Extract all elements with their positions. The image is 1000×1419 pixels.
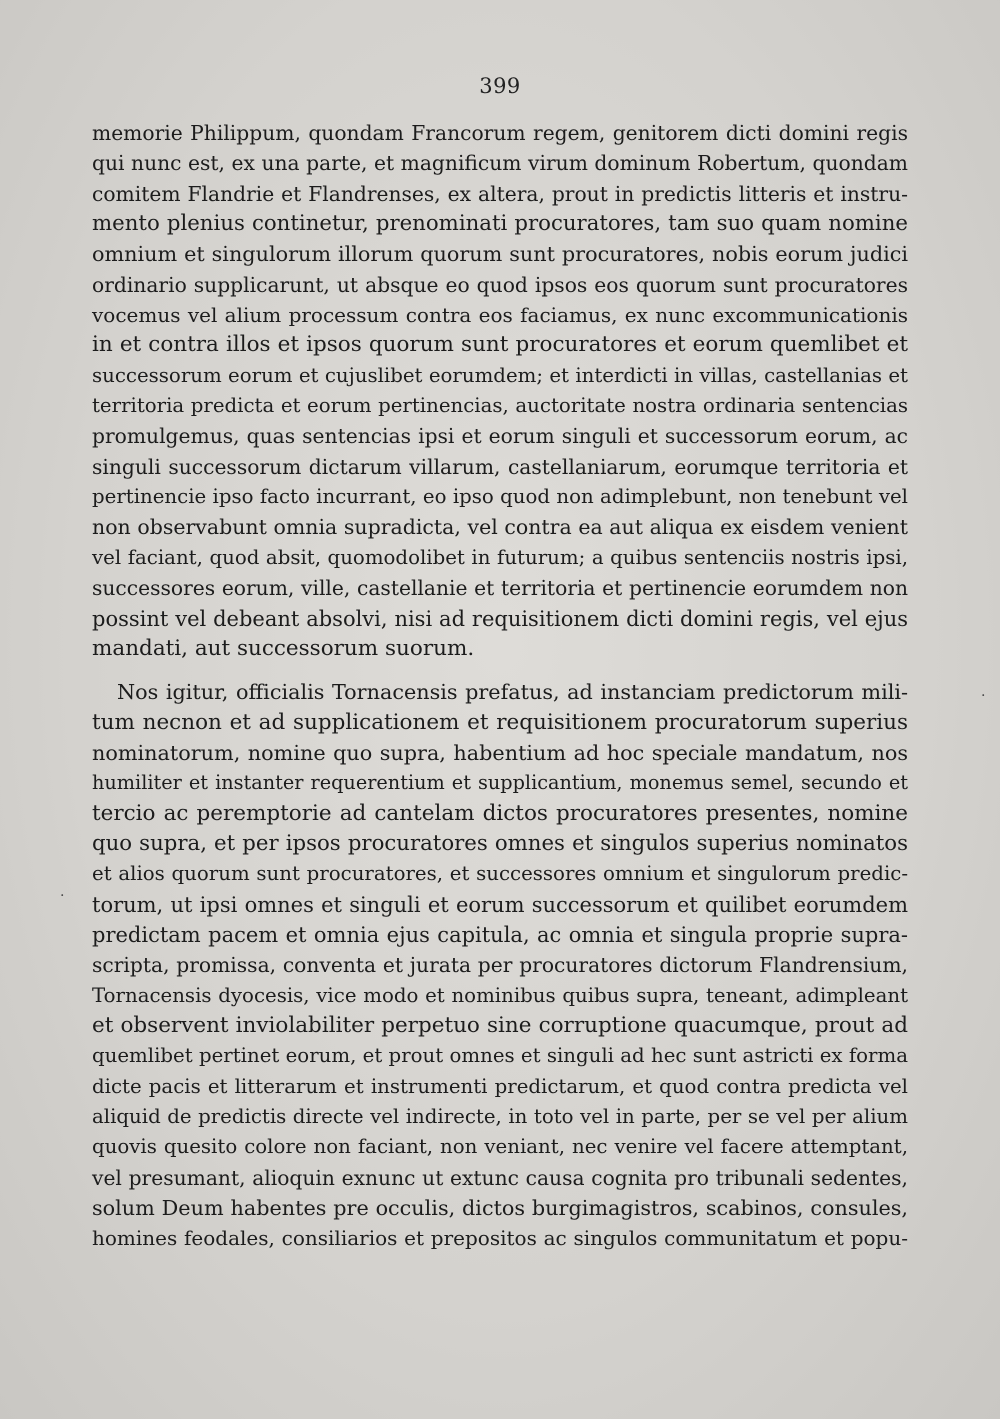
page-number: 399 [479,74,521,98]
text-line: nominatorum, nomine quo supra, habentium ad hoc speciale mandatum, nos [92,740,908,765]
text-line: quo supra, et per ipsos procuratores omnes et singulos superius nominatos [92,830,908,856]
paragraph-gap [92,664,908,677]
text-line: predictam pacem et omnia ejus capitula, ac omnia et singula proprie supra- [92,922,908,947]
text-line: homines feodales, consiliarios et prepositos ac singulos communitatum et popu- [92,1226,908,1251]
text-line: quovis quesito colore non faciant, non veniant, nec venire vel facere attemptant, [92,1135,908,1159]
print-speck: . [60,884,65,900]
text-line: tercio ac peremptorie ad cantelam dictos procuratores presentes, nomine [92,800,908,826]
text-line: comitem Flandrie et Flandrenses, ex altera, prout in predictis litteris et instru- [92,181,908,206]
text-line: successorum eorum et cujuslibet eorumdem; et interdicti in villas, castellanias et [92,363,908,387]
text-line: aliquid de predictis directe vel indirecte, in toto vel in parte, per se vel per alium [92,1105,908,1128]
text-line: quemlibet pertinet eorum, et prout omnes et singuli ad hec sunt astricti ex forma [92,1044,908,1068]
text-line: ordinario supplicarunt, ut absque eo quod ipsos eos quorum sunt procuratores [92,272,908,297]
text-line: dicte pacis et litterarum et instrumenti predictarum, et quod contra predicta vel [92,1074,908,1098]
text-line: possint vel debeant absolvi, nisi ad requisitionem dicti domini regis, vel ejus [92,606,908,631]
text-line: memorie Philippum, quondam Francorum regem, genitorem dicti domini regis [92,121,908,145]
paragraph-1 [92,118,908,664]
text-line: omnium et singulorum illorum quorum sunt procuratores, nobis eorum judici [92,242,908,267]
text-line: promulgemus, quas sentencias ipsi et eorum singuli et successorum eorum, ac [92,424,908,449]
text-line: scripta, promissa, conventa et jurata per procuratores dictorum Flandrensium, [92,953,908,978]
text-line: mandati, aut successorum suorum. [92,635,475,661]
text-line: singuli successorum dictarum villarum, castellaniarum, eorumque territoria et [92,454,908,479]
text-line: pertinencie ipso facto incurrant, eo ipso quod non adimplebunt, non tenebunt vel [92,485,908,509]
text-line: vel faciant, quod absit, quomodolibet in futurum; a quibus sentenciis nostris ipsi, [92,545,908,569]
text-line: mento plenius continetur, prenominati procuratores, tam suo quam nomine [92,211,908,237]
text-line: humiliter et instanter requerentium et supplicantium, monemus semel, secundo et [92,771,908,795]
body-text [92,118,908,1254]
text-line: tum necnon et ad supplicationem et requisitionem procuratorum superius [92,709,908,735]
text-line: et alios quorum sunt procuratores, et successores omnium et singulorum predic- [92,862,908,886]
text-line: vel presumant, alioquin exnunc ut extunc causa cognita pro tribunali sedentes, [92,1165,908,1190]
text-line: successores eorum, ville, castellanie et territoria et pertinencie eorumdem non [92,576,908,601]
print-speck: . [981,684,986,700]
text-line: vocemus vel alium processum contra eos faciamus, ex nunc excommunicationis [92,303,908,328]
text-line: solum Deum habentes pre occulis, dictos burgimagistros, scabinos, consules, [92,1196,908,1221]
text-line: torum, ut ipsi omnes et singuli et eorum successorum et quilibet eorumdem [92,892,908,917]
text-line: non observabunt omnia supradicta, vel contra ea aut aliqua ex eisdem venient [92,515,908,540]
text-line: in et contra illos et ipsos quorum sunt procuratores et eorum quemlibet et [92,332,908,358]
text-line: et observent inviolabiliter perpetuo sine corruptione quacumque, prout ad [92,1012,908,1038]
text-line: Nos igitur, officialis Tornacensis prefatus, ad instanciam predictorum mili- [117,680,908,705]
text-line: qui nunc est, ex una parte, et magnificum virum dominum Robertum, quondam [92,151,908,176]
text-line: Tornacensis dyocesis, vice modo et nominibus quibus supra, teneant, adimpleant [92,983,908,1007]
text-line: territoria predicta et eorum pertinencias, auctoritate nostra ordinaria sentencias [92,394,908,418]
paragraph-2 [92,677,908,1254]
